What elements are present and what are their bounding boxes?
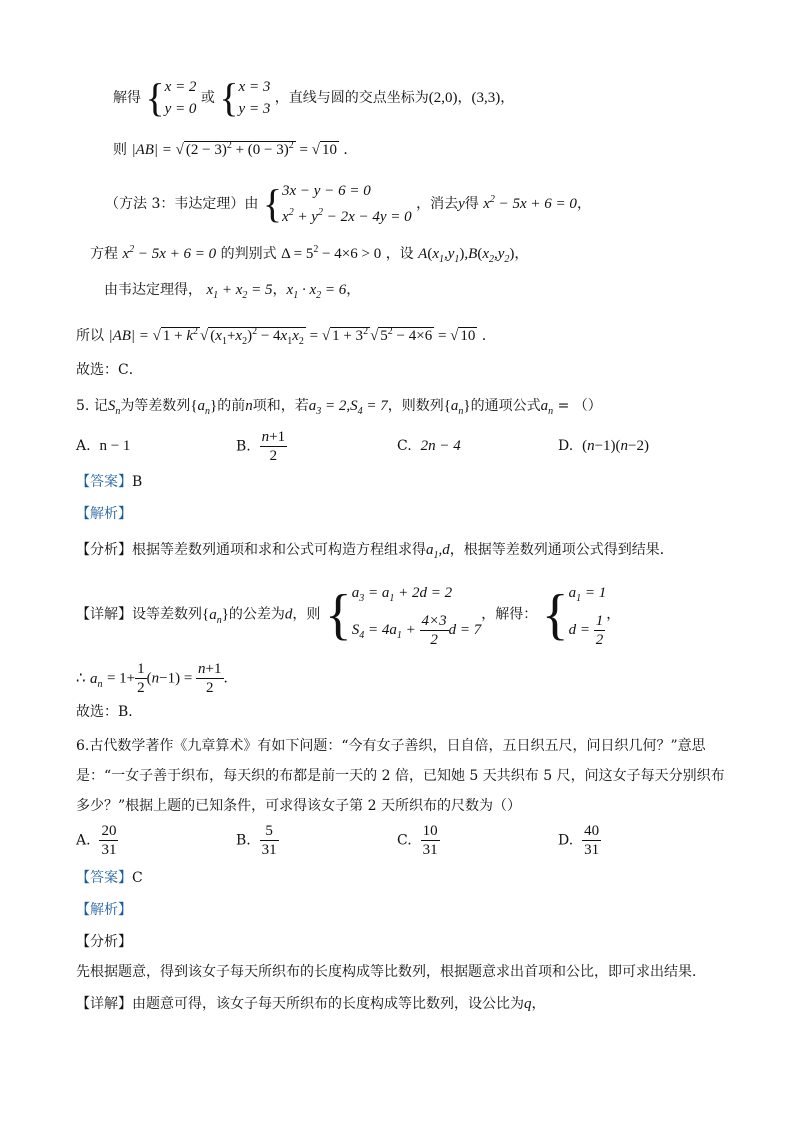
solution-line-5: 由韦达定理得， $x_1 + x_2 = 5$，$x_1 \cdot x_2 = 6$， xyxy=(104,282,361,301)
q5-fenxi: 【分析】根据等差数列通项和求和公式可构造方程组求得$a_1,d$，根据等差数列通项公式得到结果． xyxy=(76,542,674,561)
q6-option-a: A. $\frac{20}{31}$ xyxy=(76,823,117,858)
solution-line-1: 解得 {x = 2 y = 0 或 {x = 3 y = 3 ，直线与圆的交点坐标为(2,0)，(3,3)， xyxy=(113,75,515,120)
solution-line-6: 所以 |AB| = √ $1 + k^2$ √ $(x_1+x_2)^2 - 4x_1x_2$ = √ $1 + 3^2$ √ $5^2 - 4\times 6$ = √ 10 ． xyxy=(76,326,496,347)
question-5-stem: 5. 记$S_n$为等差数列$\{a_n\}$的前n项和，若$a_3 = 2,S_4 = 7$，则数列$\{a_n\}$的通项公式$a_n$ = （） xyxy=(76,398,602,417)
solution-line-2: 则 |AB| = √ $(2 - 3)^2 + (0 - 3)^2$ = √ 10 ． xyxy=(113,140,358,158)
q5-option-d: D. (n−1)(n−2) xyxy=(558,438,650,454)
q6-answer: 【答案】C xyxy=(76,870,143,886)
solution-line-3: （方法 3：韦达定理）由 {3x − y − 6 = 0 $x^2 + y^2 - 2x - 4y = 0$ ，消去y得 $x^2 - 5x + 6 = 0$， xyxy=(105,181,591,226)
question-6-line-1: 6.古代数学著作《九章算术》有如下问题：“今有女子善织，日自倍，五日织五尺，问日织几何？”意思 xyxy=(76,738,706,754)
q6-fenxi-tag: 【分析】 xyxy=(76,934,132,950)
q5-option-b: B. $\frac{n+1}{2}$ xyxy=(236,429,286,464)
question-6-line-2: 是：“一女子善于织布，每天织的布都是前一天的 2 倍，已知她 5 天共织布 5 尺，问这女子每天分别织布 xyxy=(76,768,725,784)
q5-analysis-tag: 【解析】 xyxy=(76,506,132,522)
q6-option-b: B. $\frac{5}{31}$ xyxy=(236,823,277,858)
q5-answer: 【答案】B xyxy=(76,474,143,490)
q6-xiangjie: 【详解】由题意可得，该女子每天所织布的长度构成等比数列，设公比为q， xyxy=(76,996,546,1012)
q5-option-a: A. n − 1 xyxy=(76,438,131,454)
q6-option-c: C. $\frac{10}{31}$ xyxy=(397,823,438,858)
q6-fenxi-text: 先根据题意，得到该女子每天所织布的长度构成等比数列，根据题意求出首项和公比，即可求出结果． xyxy=(76,964,706,980)
solution-line-4: 方程 $x^2 - 5x + 6 = 0$ 的判别式 $\Delta = 5^2 - 4\times 6 > 0$ ，设 $A(x_1,y_1),B(x_2,y_2)$， xyxy=(90,244,529,265)
question-6-line-3: 多少？”根据上题的已知条件，可求得该女子第 2 天所织布的尺数为（） xyxy=(76,798,521,814)
q5-xiangjie: 【详解】设等差数列$\{a_n\}$的公差为d，则 {$a_3 = a_1 + 2d = 2$ $S_4 = 4a_1$ + $\frac{4\times 3}{2}$ d = 7，解得： {$a_1 = 1$ d = $\frac{1}{2}$ ， xyxy=(76,583,621,648)
q5-conclusion: 故选：B． xyxy=(76,704,143,720)
text: 解得 xyxy=(113,90,141,106)
q6-analysis-tag: 【解析】 xyxy=(76,902,132,918)
q5-option-c: C. 2n − 4 xyxy=(397,438,461,454)
q5-result: ∴ $a_n = 1+$ $\frac{1}{2}$ (n−1) = $\frac{n+1}{2}$ ． xyxy=(76,661,238,696)
conclusion-line: 故选：C． xyxy=(76,362,143,378)
q6-option-d: D. $\frac{40}{31}$ xyxy=(558,823,600,858)
